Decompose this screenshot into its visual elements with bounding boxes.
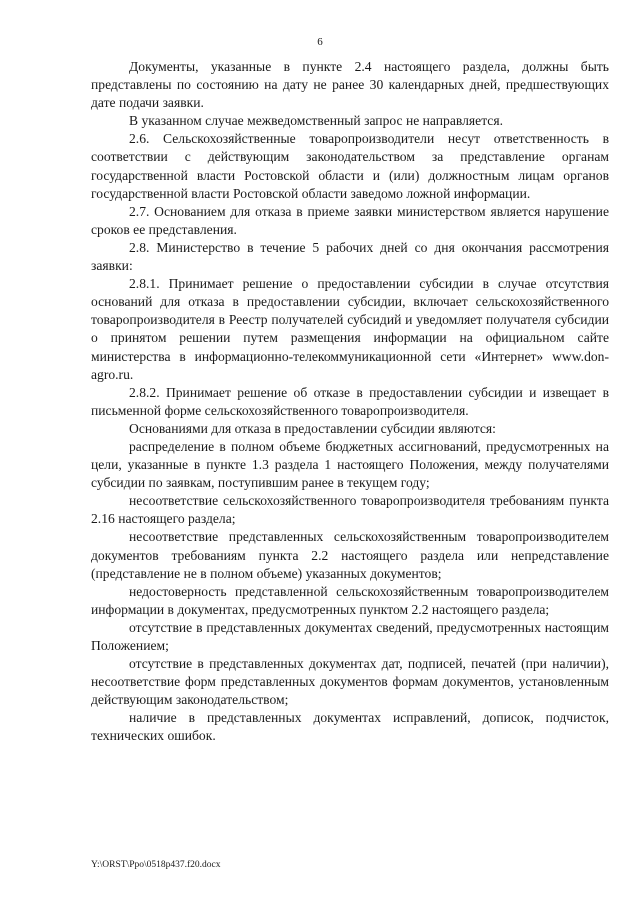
footer-file-path: Y:\ORST\Ppo\0518p437.f20.docx [91, 860, 221, 870]
refusal-ground-item: отсутствие в представленных документах сведений, предусмотренных настоящим Положением; [91, 619, 609, 653]
paragraph-refusal-grounds-intro: Основаниями для отказа в предоставлении субсидии являются: [129, 420, 496, 436]
paragraph-2-6: 2.6. Сельскохозяйственные товаропроизводители несут ответственность в соответствии с действующим законодательством за представление органам государственной власти Ростовской области и (или) должностным лицам органов государственной власти Ростовской области заведомо ложной информации. [91, 131, 609, 201]
paragraph-no-interagency-request: В указанном случае межведомственный запрос не направляется. [129, 113, 503, 129]
paragraph-2-7: 2.7. Основанием для отказа в приеме заявки министерством является нарушение сроков ее представления. [91, 203, 609, 237]
refusal-ground-item: несоответствие сельскохозяйственного товаропроизводителя требованиям пункта 2.16 настоящего раздела; [91, 493, 609, 527]
paragraph-2-8-1: 2.8.1. Принимает решение о предоставлении субсидии в случае отсутствия оснований для отказа в предоставлении субсидии, включает сельскохозяйственного товаропроизводителя в Реестр получателей субсидий и уведомляет получателя субсидии о принятом решении путем размещения информации на официальном сайте министерства в информационно-телекоммуникационной сети «Интернет» www.don-agro.ru. [91, 276, 609, 382]
refusal-ground-item: недостоверность представленной сельскохозяйственным товаропроизводителем информации в документах, предусмотренных пунктом 2.2 настоящего раздела; [91, 583, 609, 617]
refusal-ground-item: отсутствие в представленных документах дат, подписей, печатей (при наличии), несоответствие форм представленных документов формам документов, установленным действующим законодательством; [91, 656, 609, 708]
refusal-ground-item: несоответствие представленных сельскохозяйственным товаропроизводителем документов требованиям пункта 2.2 настоящего раздела или непредставление (представление не в полном объеме) указанных документов; [91, 529, 609, 581]
paragraph-2-8-2: 2.8.2. Принимает решение об отказе в предоставлении субсидии и извещает в письменной форме сельскохозяйственного товаропроизводителя. [91, 384, 609, 418]
document-body [91, 58, 609, 746]
refusal-ground-item: наличие в представленных документах исправлений, дописок, подчисток, технических ошибок. [91, 710, 609, 744]
paragraph-documents-validity: Документы, указанные в пункте 2.4 настоящего раздела, должны быть представлены по состоянию на дату не ранее 30 календарных дней, предшествующих дате подачи заявки. [91, 59, 609, 111]
refusal-ground-item: распределение в полном объеме бюджетных ассигнований, предусмотренных на цели, указанные в пункте 1.3 раздела 1 настоящего Положения, между получателями субсидии по заявкам, поступившим ранее в текущем году; [91, 438, 609, 491]
paragraph-2-8: 2.8. Министерство в течение 5 рабочих дней со дня окончания рассмотрения заявки: [91, 239, 609, 274]
page-number: 6 [317, 36, 323, 48]
